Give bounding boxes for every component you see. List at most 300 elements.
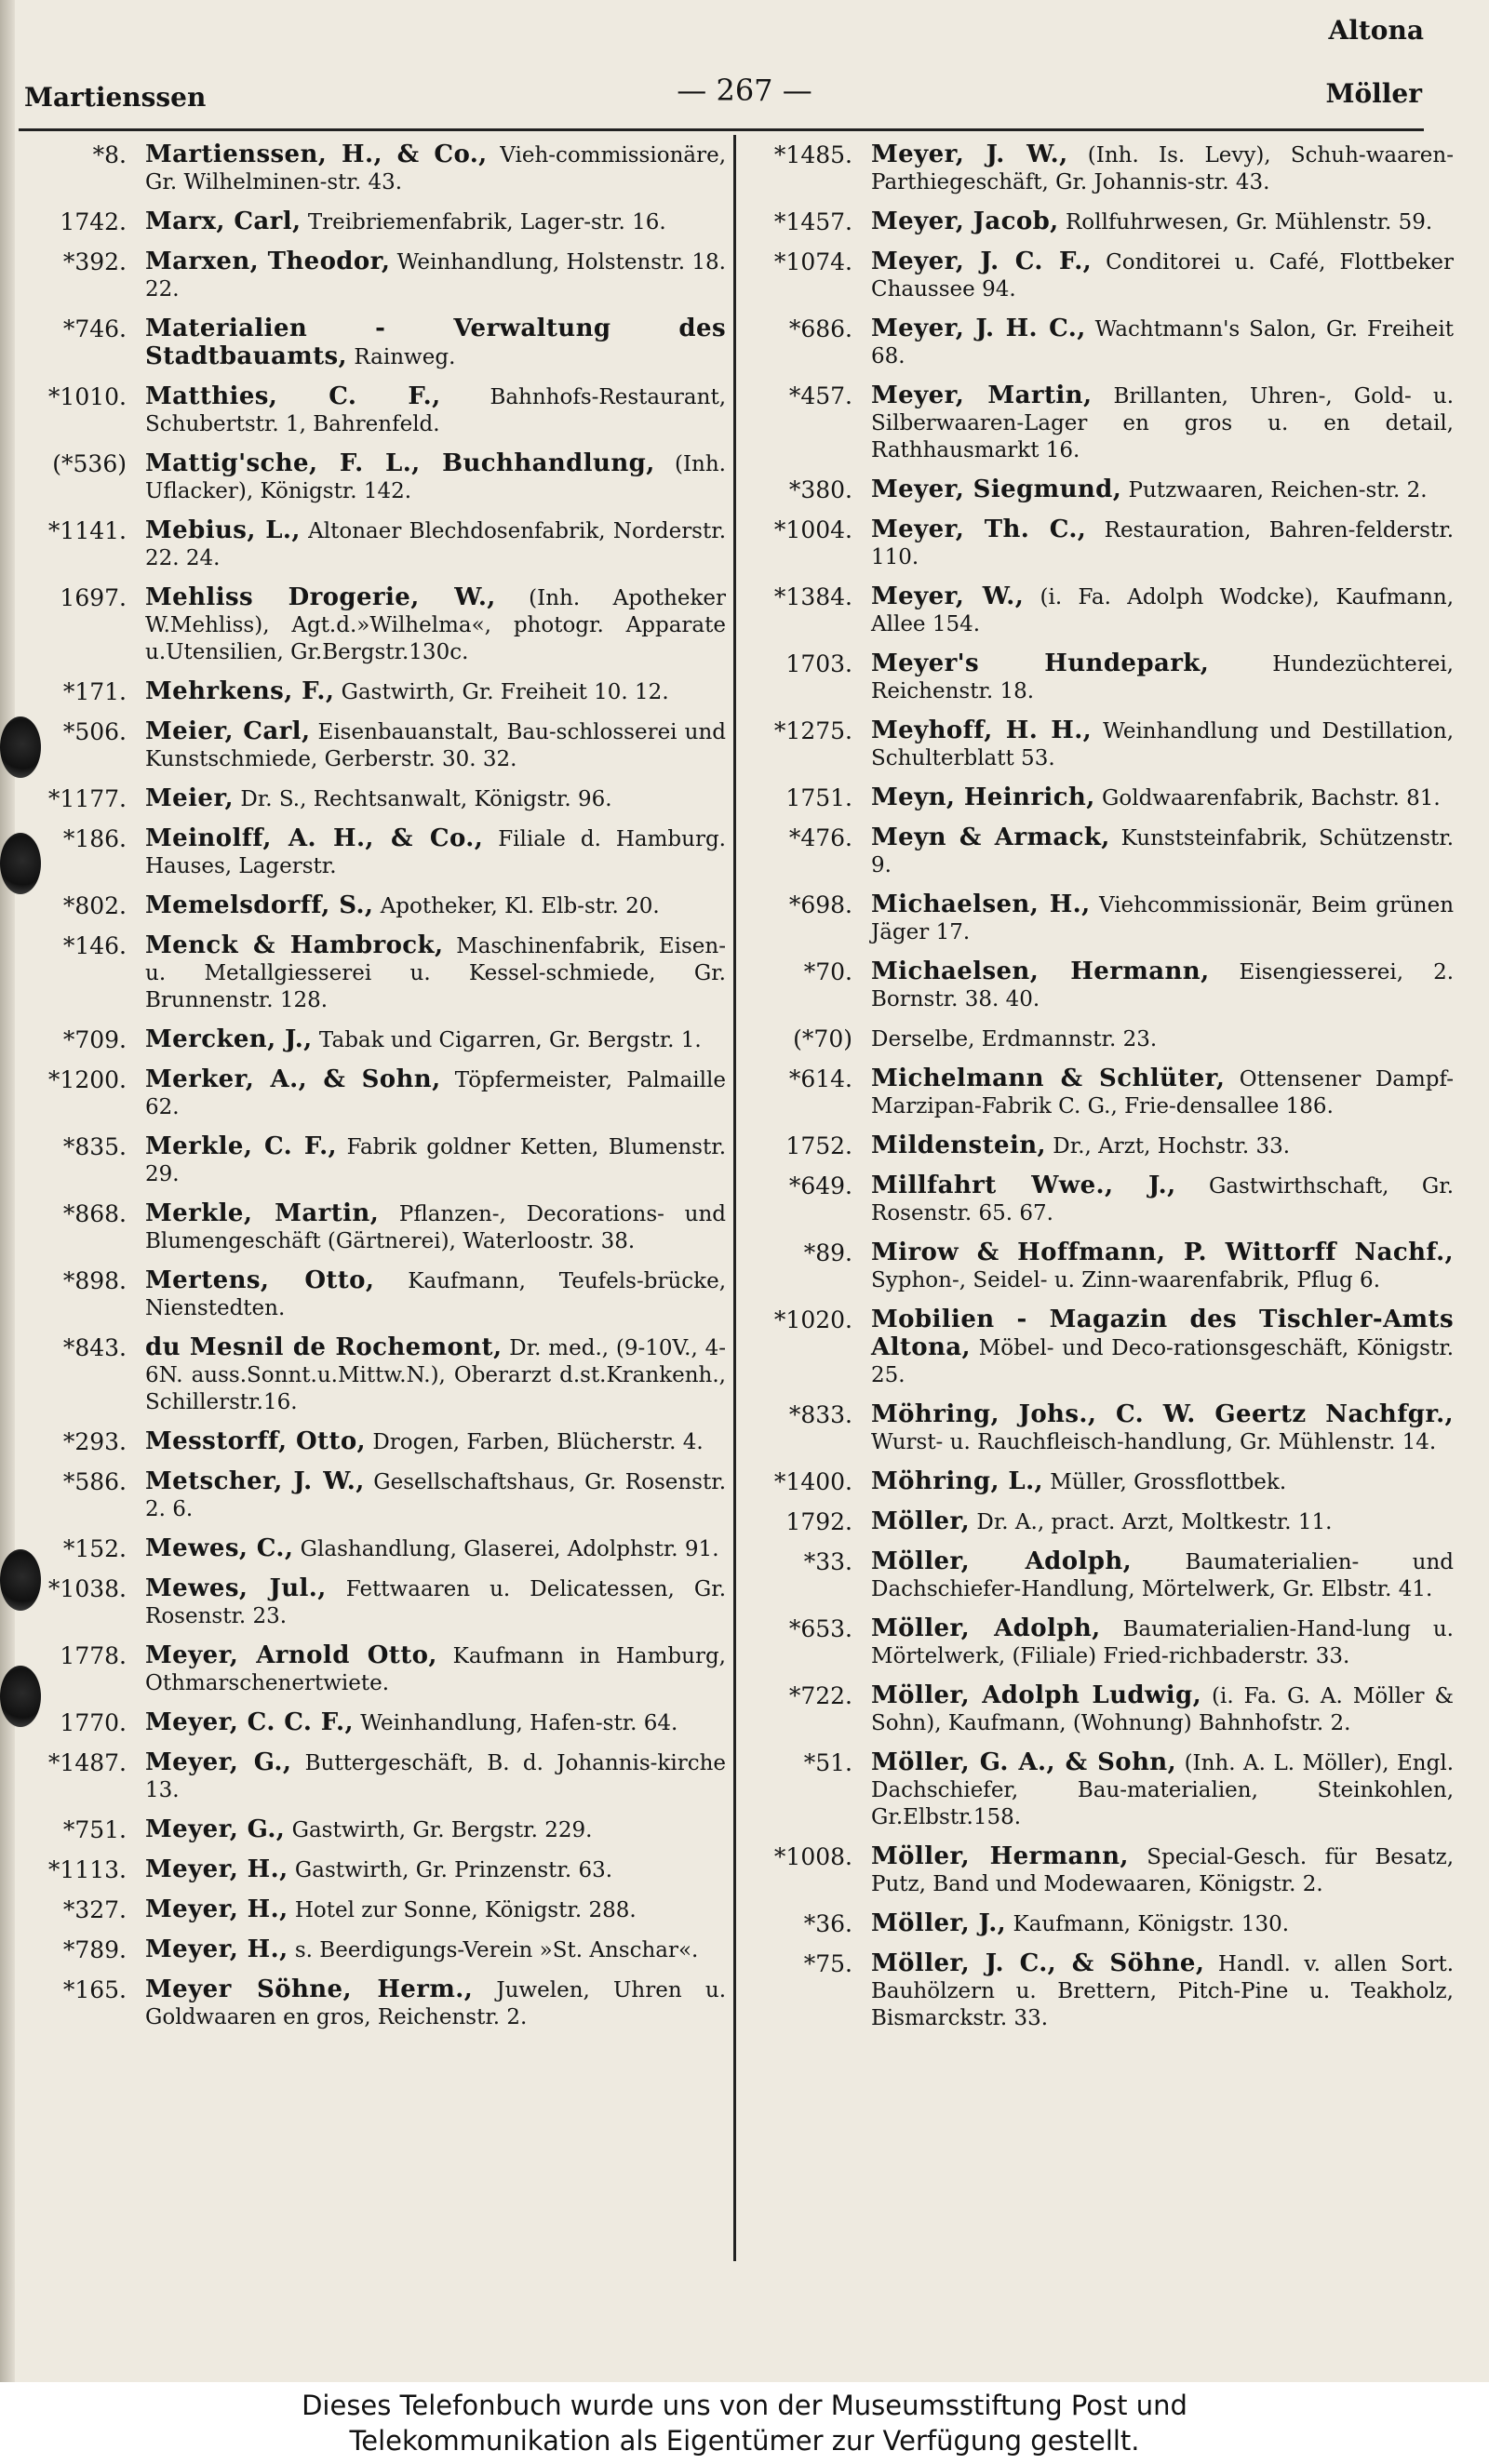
directory-entry <box>735 141 1454 196</box>
phone-number: *1074. <box>773 248 852 275</box>
directory-entry <box>17 517 726 572</box>
entry-details: Conditorei u. Café, Flottbeker Chaussee 94. <box>871 250 1454 301</box>
entry-text <box>871 1172 1454 1227</box>
entry-text <box>145 1066 726 1121</box>
directory-entry <box>735 784 1454 812</box>
entry-name: Meinolff, A. H., & Co., <box>145 824 484 852</box>
entry-details: (i. Fa. G. A. Möller & Sohn), Kaufmann, (Wohnung) Bahnhofstr. 2. <box>871 1684 1455 1735</box>
entry-text <box>871 248 1454 303</box>
phone-number: *1038. <box>47 1575 127 1602</box>
entry-name: Möhring, Johs., C. W. Geertz Nachfgr., <box>871 1400 1454 1428</box>
phone-number: *1457. <box>773 208 852 235</box>
entry-name: Metscher, J. W., <box>145 1467 365 1495</box>
phone-number: *1008. <box>773 1843 852 1870</box>
entry-text <box>145 1936 726 1964</box>
directory-entry <box>735 1025 1454 1053</box>
entry-name: Möller, <box>871 1507 971 1535</box>
entry-text <box>871 824 1454 879</box>
entry-text <box>871 382 1454 464</box>
entry-details: Möbel- und Deco-rationsgeschäft, Königstr. 25. <box>871 1336 1455 1387</box>
phone-number: *789. <box>62 1936 127 1963</box>
entry-details: Treibriemenfabrik, Lager-str. 16. <box>307 210 666 234</box>
entry-text <box>145 718 726 773</box>
directory-entry <box>735 650 1454 705</box>
phone-number: *457. <box>788 382 852 409</box>
phone-number: *898. <box>62 1267 127 1294</box>
directory-entry <box>17 315 726 371</box>
footer-line-1: Dieses Telefonbuch wurde uns von der Museumsstiftung Post und <box>302 2390 1187 2421</box>
entry-text <box>145 825 726 880</box>
entry-details: Weinhandlung, Holstenstr. 18. 22. <box>145 250 726 301</box>
entry-name: Möller, Adolph, <box>871 1547 1133 1575</box>
footer-notice <box>0 2382 1489 2464</box>
entry-text <box>145 450 726 505</box>
directory-entry <box>17 1133 726 1188</box>
phone-number: *1004. <box>773 516 852 543</box>
phone-number: *843. <box>62 1334 127 1361</box>
directory-entry <box>17 1200 726 1255</box>
entry-name: Merkle, Martin, <box>145 1199 380 1227</box>
phone-number: *868. <box>62 1200 127 1227</box>
phone-number: 1778. <box>60 1642 127 1669</box>
entry-text <box>871 1749 1454 1831</box>
entry-name: Michelmann & Schlüter, <box>871 1065 1226 1092</box>
entry-text <box>871 1910 1454 1938</box>
directory-entry <box>17 248 726 303</box>
entry-details: Eisenbauanstalt, Bau-schlosserei und Kunstschmiede, Gerberstr. 30. 32. <box>145 720 726 771</box>
phone-number: *51. <box>803 1749 852 1776</box>
directory-entry <box>735 583 1454 638</box>
entry-name: Menck & Hambrock, <box>145 931 444 959</box>
entry-details: Gastwirth, Gr. Freiheit 10. 12. <box>341 680 669 704</box>
phone-number: *833. <box>788 1401 852 1428</box>
entry-details: Altonaer Blechdosenfabrik, Norderstr. 22. 24. <box>145 519 727 570</box>
entry-details: (Inh. A. L. Möller), Engl. Dachschiefer, Bau-materialien, Steinkohlen, Gr.Elbstr.158. <box>871 1751 1455 1829</box>
entry-details: Dr. A., pract. Arzt, Moltkestr. 11. <box>976 1510 1333 1534</box>
directory-entry <box>17 584 726 666</box>
entry-text <box>145 1816 726 1844</box>
phone-number: *1113. <box>47 1856 127 1883</box>
phone-number: *89. <box>803 1239 852 1266</box>
directory-entry <box>17 141 726 196</box>
directory-entry <box>17 1026 726 1054</box>
entry-text <box>871 717 1454 772</box>
entry-text <box>145 1642 726 1697</box>
header-rule <box>19 128 1424 131</box>
entry-details: Baumaterialien-Hand-lung u. Mörtelwerk, (Filiale) Fried-richbaderstr. 33. <box>871 1617 1454 1668</box>
entry-text <box>145 1334 726 1416</box>
entry-text <box>871 476 1454 504</box>
entry-text <box>871 1239 1454 1294</box>
phone-number: *722. <box>788 1682 852 1709</box>
directory-entry <box>17 678 726 706</box>
entry-details: Maschinenfabrik, Eisen- u. Metallgiesserei u. Kessel-schmiede, Gr. Brunnenstr. 128. <box>145 934 727 1012</box>
entry-text <box>871 650 1454 705</box>
entry-text <box>145 1896 726 1924</box>
entry-text <box>145 208 726 236</box>
phone-number: *653. <box>788 1615 852 1642</box>
entry-details: Gastwirth, Gr. Prinzenstr. 63. <box>294 1858 613 1882</box>
entry-text <box>871 784 1454 812</box>
entry-name: Möller, Adolph Ludwig, <box>871 1681 1202 1709</box>
entry-text <box>145 1709 726 1737</box>
entry-name: Meyer, J. H. C., <box>871 315 1086 342</box>
entry-text <box>145 1976 726 2031</box>
directory-entry <box>17 1535 726 1563</box>
entry-text <box>145 1468 726 1523</box>
entry-details: Fabrik goldner Ketten, Blumenstr. 29. <box>145 1135 726 1186</box>
entry-text <box>145 785 726 813</box>
entry-details: Wachtmann's Salon, Gr. Freiheit 68. <box>871 317 1455 368</box>
phone-number: *709. <box>62 1026 127 1053</box>
entry-text <box>871 315 1454 370</box>
directory-entry <box>17 450 726 505</box>
directory-entry <box>735 1950 1454 2032</box>
entry-text <box>871 208 1454 236</box>
entry-details: Special-Gesch. für Besatz, Putz, Band und Modewaaren, Königstr. 2. <box>871 1845 1455 1896</box>
right-column <box>735 141 1454 2044</box>
entry-text <box>871 583 1454 638</box>
entry-text <box>145 1267 726 1322</box>
phone-number: *152. <box>62 1535 127 1562</box>
directory-entry <box>17 1066 726 1121</box>
phone-number: *686. <box>788 315 852 342</box>
entry-text <box>871 1682 1454 1737</box>
phone-number: *1487. <box>47 1749 127 1776</box>
directory-entry <box>735 1508 1454 1536</box>
directory-entry <box>17 1936 726 1964</box>
phone-number: 1751. <box>785 784 852 811</box>
entry-name: du Mesnil de Rochemont, <box>145 1333 503 1361</box>
entry-details: Filiale d. Hamburg. Hauses, Lagerstr. <box>145 827 726 878</box>
entry-name: Merker, A., & Sohn, <box>145 1065 441 1093</box>
directory-entry <box>735 891 1454 946</box>
entry-details: (Inh. Is. Levy), Schuh-waaren-Parthiegeschäft, Gr. Johannis-str. 43. <box>871 143 1454 194</box>
directory-entry <box>735 1239 1454 1294</box>
entry-text <box>145 248 726 303</box>
phone-number: *327. <box>62 1896 127 1923</box>
directory-entry <box>17 825 726 880</box>
entry-name: Memelsdorff, S., <box>145 891 374 919</box>
entry-name: Meyer, C. C. F., <box>145 1708 354 1736</box>
entry-name: Möller, G. A., & Sohn, <box>871 1748 1177 1776</box>
directory-entry <box>735 1468 1454 1496</box>
entry-details: Rainweg. <box>354 345 456 369</box>
phone-number: *1177. <box>47 785 127 812</box>
phone-number: (*536) <box>52 450 127 477</box>
entry-details: Juwelen, Uhren u. Goldwaaren en gros, Reichenstr. 2. <box>145 1978 727 2029</box>
phone-number: *614. <box>788 1065 852 1092</box>
entry-name: Meyer, H., <box>145 1855 288 1883</box>
entry-name: Meyer, Arnold Otto, <box>145 1641 437 1669</box>
entry-name: Marx, Carl, <box>145 208 302 235</box>
phone-number: *1010. <box>47 383 127 410</box>
entry-name: Möller, J. C., & Söhne, <box>871 1949 1205 1977</box>
entry-details: Gastwirthschaft, Gr. Rosenstr. 65. 67. <box>871 1174 1455 1225</box>
phone-number: *1020. <box>773 1306 852 1333</box>
entry-name: Meyer Söhne, Herm., <box>145 1975 474 2003</box>
entry-details: Ottensener Dampf-Marzipan-Fabrik C. G., Frie-densallee 186. <box>871 1067 1454 1118</box>
phone-number: *171. <box>62 678 127 705</box>
entry-name: Mattig'sche, F. L., Buchhandlung, <box>145 449 655 477</box>
entry-text <box>871 1468 1454 1496</box>
phone-number: *649. <box>788 1172 852 1199</box>
entry-details: Weinhandlung, Hafen-str. 64. <box>360 1711 678 1735</box>
directory-entry <box>17 208 726 236</box>
running-head-city: Altona <box>1328 15 1424 46</box>
phone-number: *586. <box>62 1468 127 1495</box>
entry-name: Michaelsen, Hermann, <box>871 957 1210 985</box>
directory-entry <box>17 1468 726 1523</box>
entry-name: Mewes, Jul., <box>145 1574 327 1602</box>
directory-entry <box>17 1896 726 1924</box>
phone-number: *1485. <box>773 141 852 168</box>
entry-name: Meyer, G., <box>145 1815 286 1843</box>
phone-number: (*70) <box>793 1025 852 1052</box>
entry-text <box>871 1306 1454 1389</box>
entry-details: Bahnhofs-Restaurant, Schubertstr. 1, Bahrenfeld. <box>145 385 726 436</box>
entry-details: Syphon-, Seidel- u. Zinn-waarenfabrik, Pflug 6. <box>871 1268 1381 1292</box>
phone-number: *835. <box>62 1133 127 1160</box>
footer-line-2: Telekommunikation als Eigentümer zur Verfügung gestellt. <box>349 2425 1140 2457</box>
phone-number: *33. <box>803 1548 852 1575</box>
directory-entry <box>17 932 726 1014</box>
phone-number: *75. <box>803 1950 852 1977</box>
phone-number: 1742. <box>60 208 127 235</box>
entry-details: Goldwaarenfabrik, Bachstr. 81. <box>1102 786 1441 810</box>
directory-entry <box>17 1976 726 2031</box>
directory-entry <box>735 1306 1454 1389</box>
entry-details: Dr. S., Rechtsanwalt, Königstr. 96. <box>240 787 612 811</box>
entry-name: Meyn & Armack, <box>871 824 1110 851</box>
entry-details: Kaufmann, Teufels-brücke, Nienstedten. <box>145 1269 726 1320</box>
entry-name: Michaelsen, H., <box>871 891 1091 918</box>
phone-number: *746. <box>62 315 127 342</box>
phone-number: *8. <box>92 141 127 168</box>
entry-name: Mercken, J., <box>145 1025 313 1053</box>
phone-number: *506. <box>62 718 127 745</box>
entry-text <box>871 1132 1454 1160</box>
entry-details: Gastwirth, Gr. Bergstr. 229. <box>291 1818 593 1842</box>
entry-details: Derselbe, Erdmannstr. 23. <box>871 1027 1158 1051</box>
entry-details: (Inh. Apotheker W.Mehliss), Agt.d.»Wilhelma«, photogr. Apparate u.Utensilien, Gr.Bergstr.130c. <box>145 586 726 664</box>
entry-text <box>145 141 726 196</box>
left-column <box>17 141 726 2043</box>
entry-name: Mobilien - Magazin des Tischler-Amts Altona, <box>871 1306 1454 1361</box>
entry-details: Fettwaaren u. Delicatessen, Gr. Rosenstr. 23. <box>145 1577 727 1628</box>
phone-number: *186. <box>62 825 127 852</box>
phone-number: *380. <box>788 476 852 503</box>
directory-entry <box>735 1401 1454 1456</box>
directory-entry <box>735 1548 1454 1603</box>
entry-text <box>145 1749 726 1804</box>
entry-text <box>871 1615 1454 1670</box>
entry-name: Matthies, C. F., <box>145 382 441 410</box>
directory-entry <box>17 1334 726 1416</box>
entry-text <box>145 584 726 666</box>
directory-entry <box>735 1132 1454 1160</box>
entry-details: Restauration, Bahren-felderstr. 110. <box>871 518 1455 569</box>
directory-entry <box>17 1575 726 1630</box>
directory-entry <box>735 516 1454 571</box>
phone-number: 1703. <box>785 650 852 677</box>
phone-number: *1141. <box>47 517 127 544</box>
directory-entry <box>735 1749 1454 1831</box>
running-head-right: Möller <box>1325 78 1422 109</box>
entry-name: Meyer, J. C. F., <box>871 248 1093 275</box>
phone-number: 1752. <box>785 1132 852 1159</box>
entry-text <box>145 315 726 371</box>
directory-entry <box>735 717 1454 772</box>
entry-name: Meyer, H., <box>145 1935 288 1963</box>
entry-details: Brillanten, Uhren-, Gold- u. Silberwaaren-Lager en gros u. en detail, Rathhausmarkt 16. <box>871 384 1455 462</box>
entry-name: Mehliss Drogerie, W., <box>145 583 496 611</box>
phone-number: *392. <box>62 248 127 275</box>
entry-text <box>871 891 1454 946</box>
entry-text <box>871 1401 1454 1456</box>
entry-name: Meyer, Siegmund, <box>871 475 1122 503</box>
phone-number: *165. <box>62 1976 127 2003</box>
directory-entry <box>735 476 1454 504</box>
entry-name: Messtorff, Otto, <box>145 1427 367 1455</box>
entry-details: Kunststeinfabrik, Schützenstr. 9. <box>871 826 1455 877</box>
entry-name: Millfahrt Wwe., J., <box>871 1172 1176 1199</box>
entry-details: Tabak und Cigarren, Gr. Bergstr. 1. <box>318 1028 702 1052</box>
entry-details: Weinhandlung und Destillation, Schulterblatt 53. <box>871 719 1455 770</box>
entry-text <box>871 1025 1454 1053</box>
directory-entry <box>17 718 726 773</box>
entry-details: Vieh-commissionäre, Gr. Wilhelminen-str. 43. <box>145 143 727 194</box>
directory-entry <box>735 958 1454 1013</box>
entry-details: Eisengiesserei, 2. Bornstr. 38. 40. <box>871 960 1455 1011</box>
entry-text <box>145 1535 726 1563</box>
entry-name: Meyn, Heinrich, <box>871 783 1095 811</box>
entry-name: Möller, Hermann, <box>871 1842 1129 1870</box>
entry-details: (i. Fa. Adolph Wodcke), Kaufmann, Allee 154. <box>871 585 1455 636</box>
entry-name: Mertens, Otto, <box>145 1266 375 1294</box>
entry-name: Meyer, Th. C., <box>871 516 1087 543</box>
entry-text <box>145 383 726 438</box>
phone-number: *751. <box>62 1816 127 1843</box>
directory-entry <box>735 1065 1454 1120</box>
entry-name: Meier, <box>145 784 234 812</box>
entry-details: Dr., Arzt, Hochstr. 33. <box>1053 1134 1291 1158</box>
entry-name: Meyer, Martin, <box>871 382 1093 409</box>
phone-number: 1770. <box>60 1709 127 1736</box>
entry-details: Kaufmann, Königstr. 130. <box>1013 1912 1290 1936</box>
entry-details: Glashandlung, Glaserei, Adolphstr. 91. <box>300 1537 719 1561</box>
entry-text <box>145 1428 726 1456</box>
running-head-left: Martienssen <box>24 82 207 113</box>
entry-name: Meyer, J. W., <box>871 141 1068 168</box>
phone-number: *698. <box>788 891 852 918</box>
entry-name: Marxen, Theodor, <box>145 248 391 275</box>
entry-details: Gesellschaftshaus, Gr. Rosenstr. 2. 6. <box>145 1470 727 1521</box>
entry-name: Meyer, G., <box>145 1748 292 1776</box>
directory-entry <box>17 1642 726 1697</box>
entry-details: Hundezüchterei, Reichenstr. 18. <box>871 652 1454 703</box>
directory-entry <box>17 1428 726 1456</box>
entry-details: Buttergeschäft, B. d. Johannis-kirche 13. <box>145 1751 726 1802</box>
directory-entry <box>17 892 726 920</box>
entry-text <box>871 1508 1454 1536</box>
directory-entry <box>17 1749 726 1804</box>
phone-number: *802. <box>62 892 127 919</box>
entry-name: Meyer, H., <box>145 1895 288 1923</box>
directory-entry <box>17 1267 726 1322</box>
phone-number: 1697. <box>60 584 127 611</box>
entry-text <box>871 958 1454 1013</box>
entry-details: Rollfuhrwesen, Gr. Mühlenstr. 59. <box>1065 210 1433 234</box>
entry-name: Mehrkens, F., <box>145 677 335 705</box>
phone-number: *36. <box>803 1910 852 1937</box>
entry-text <box>145 892 726 920</box>
entry-details: Müller, Grossflottbek. <box>1050 1470 1287 1494</box>
phone-number: *1200. <box>47 1066 127 1093</box>
entry-name: Mirow & Hoffmann, P. Wittorff Nachf., <box>871 1239 1454 1266</box>
entry-text <box>145 1200 726 1255</box>
directory-entry <box>17 1856 726 1884</box>
directory-entry <box>735 382 1454 464</box>
entry-name: Merkle, C. F., <box>145 1132 337 1160</box>
entry-details: (Inh. Uflacker), Königstr. 142. <box>145 452 726 503</box>
phone-number: *1275. <box>773 717 852 744</box>
directory-entry <box>735 248 1454 303</box>
directory-entry <box>735 1843 1454 1898</box>
directory-entry <box>735 1682 1454 1737</box>
phone-number: *146. <box>62 932 127 959</box>
entry-details: Putzwaaren, Reichen-str. 2. <box>1128 478 1428 502</box>
directory-entry <box>735 208 1454 236</box>
phone-number: *476. <box>788 824 852 851</box>
entry-name: Mewes, C., <box>145 1534 294 1562</box>
entry-text <box>145 1133 726 1188</box>
entry-text <box>871 1548 1454 1603</box>
entry-name: Möller, J., <box>871 1909 1007 1937</box>
directory-entry <box>17 1709 726 1737</box>
directory-entry <box>735 1172 1454 1227</box>
directory-entry <box>17 383 726 438</box>
entry-details: Kaufmann in Hamburg, Othmarschenertwiete. <box>145 1644 726 1695</box>
entry-name: Martienssen, H., & Co., <box>145 141 488 168</box>
entry-name: Meier, Carl, <box>145 717 311 745</box>
entry-name: Meyer's Hundepark, <box>871 649 1210 677</box>
entry-name: Möhring, L., <box>871 1467 1043 1495</box>
entry-details: Dr. med., (9-10V., 4-6N. auss.Sonnt.u.Mittw.N.), Oberarzt d.st.Krankenh., Schillerstr.16. <box>145 1336 727 1414</box>
directory-entry <box>735 315 1454 370</box>
entry-details: Drogen, Farben, Blücherstr. 4. <box>372 1430 704 1454</box>
phone-number: *1400. <box>773 1468 852 1495</box>
entry-text <box>871 516 1454 571</box>
entry-name: Mildenstein, <box>871 1132 1046 1159</box>
entry-details: Viehcommissionär, Beim grünen Jäger 17. <box>871 893 1455 944</box>
entry-details: Wurst- u. Rauchfleisch-handlung, Gr. Mühlenstr. 14. <box>871 1430 1437 1454</box>
entry-text <box>145 517 726 572</box>
directory-entry <box>735 1615 1454 1670</box>
entry-details: Apotheker, Kl. Elb-str. 20. <box>380 894 660 918</box>
phone-number: 1792. <box>785 1508 852 1535</box>
entry-details: Baumaterialien- und Dachschiefer-Handlung, Mörtelwerk, Gr. Elbstr. 41. <box>871 1550 1455 1601</box>
entry-details: Pflanzen-, Decorations- und Blumengeschäft (Gärtnerei), Waterloostr. 38. <box>145 1202 726 1253</box>
entry-text <box>871 1065 1454 1120</box>
entry-details: Handl. v. allen Sort. Bauhölzern u. Brettern, Pitch-Pine u. Teakholz, Bismarckstr. 33. <box>871 1952 1455 2030</box>
entry-text <box>871 1843 1454 1898</box>
entry-name: Meyhoff, H. H., <box>871 716 1093 744</box>
entry-name: Meyer, W., <box>871 583 1025 610</box>
page-number: — 267 — <box>677 73 812 108</box>
directory-entry <box>17 1816 726 1844</box>
entry-text <box>145 1026 726 1054</box>
